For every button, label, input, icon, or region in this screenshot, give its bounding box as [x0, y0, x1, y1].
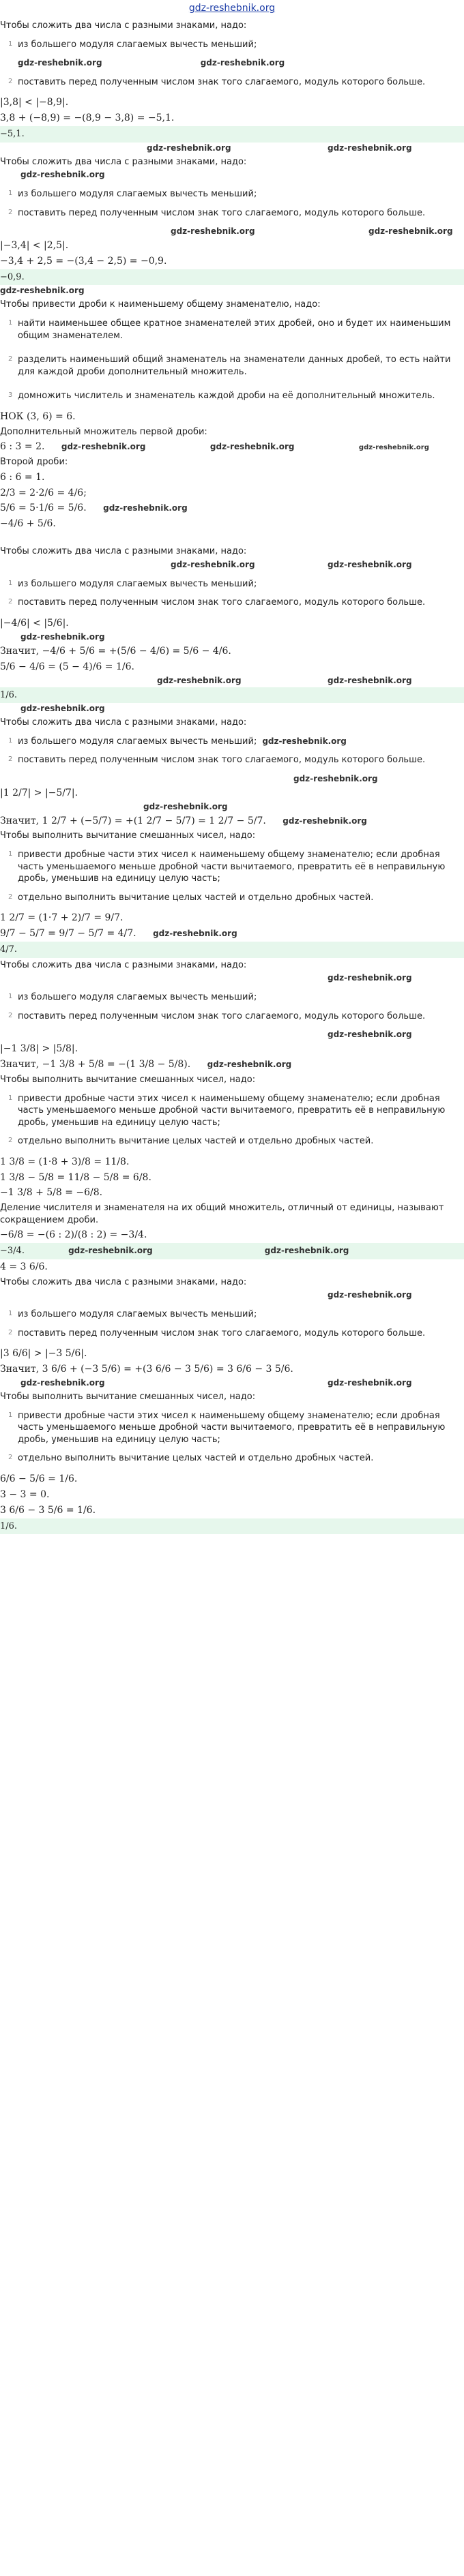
calc-line: Значит, −4/6 + 5/6 = +(5/6 − 4/6) = 5/6 − 4/6.	[0, 645, 231, 657]
watermark: gdz-reshebnik.org	[147, 143, 231, 153]
watermark: gdz-reshebnik.org	[20, 1378, 105, 1388]
rule-title: Чтобы сложить два числа с разными знаками, надо:	[0, 1276, 247, 1287]
rule-title: Чтобы выполнить вычитание смешанных чисел, надо:	[0, 830, 256, 841]
watermark: gdz-reshebnik.org	[282, 815, 367, 826]
watermark-row	[0, 1377, 464, 1390]
rule-list	[0, 736, 464, 766]
answer: 1/6.	[0, 1518, 464, 1535]
rule-list	[0, 991, 464, 1022]
rule-step: 1 из большего модуля слагаемых вычесть меньший;	[8, 992, 257, 1003]
rule-title: Чтобы сложить два числа с разными знаками, надо:	[0, 959, 247, 970]
conversion-line: 2/3 = 2·2/6 = 4/6;	[0, 487, 87, 498]
watermark-row	[0, 169, 464, 181]
rule-list	[0, 1410, 464, 1465]
rule-title: Чтобы сложить два числа с разными знаками, надо:	[0, 20, 247, 31]
watermark: gdz-reshebnik.org	[0, 286, 85, 296]
reduce-line: −6/8 = −(6 : 2)/(8 : 2) = −3/4.	[0, 1229, 147, 1241]
watermark-row	[0, 559, 464, 571]
answer: −5,1.	[0, 126, 464, 143]
watermark: gdz-reshebnik.org	[262, 736, 347, 746]
site-link[interactable]: gdz-reshebnik.org	[188, 3, 276, 14]
rule-step: 2 поставить перед полученным числом знак того слагаемого, модуль которого больше.	[8, 1010, 426, 1021]
rule-list	[0, 849, 464, 903]
watermark-row	[0, 532, 464, 544]
rule-list	[0, 578, 464, 609]
watermark: gdz-reshebnik.org	[264, 1246, 349, 1256]
watermark-row	[0, 1289, 464, 1302]
factor-line: 6 : 6 = 1.	[0, 471, 45, 483]
watermark: gdz-reshebnik.org	[61, 442, 146, 452]
calc-line: −3,4 + 2,5 = −(3,4 − 2,5) = −0,9.	[0, 256, 167, 267]
watermark-row	[0, 143, 464, 155]
watermark: gdz-reshebnik.org	[103, 503, 188, 513]
watermark: gdz-reshebnik.org	[157, 675, 242, 685]
watermark: gdz-reshebnik.org	[358, 444, 429, 452]
compare-line: |−3,4| < |2,5|.	[0, 240, 69, 252]
watermark: gdz-reshebnik.org	[328, 143, 412, 153]
rule-step: 2 поставить перед полученным числом знак того слагаемого, модуль которого больше.	[8, 755, 426, 766]
rule-step: 1 из большего модуля слагаемых вычесть меньший;	[8, 189, 257, 200]
calc-line: Значит, −1 3/8 + 5/8 = −(1 3/8 − 5/8). gdz-reshebnik.org	[0, 1059, 292, 1070]
watermark: gdz-reshebnik.org	[20, 170, 105, 180]
calc-line: 6/6 − 5/6 = 1/6.	[0, 1473, 78, 1484]
expression-line: −4/6 + 5/6.	[0, 518, 56, 530]
factor-label: Второй дроби:	[0, 457, 68, 468]
rule-step: 1 из большего модуля слагаемых вычесть меньший;	[8, 1309, 257, 1320]
rule-step: 2 отдельно выполнить вычитание целых частей и отдельно дробных частей.	[8, 1453, 374, 1464]
calc-line: 1 3/8 − 5/8 = 11/8 − 5/8 = 6/8.	[0, 1171, 151, 1183]
lcm-line: НОК (3, 6) = 6.	[0, 410, 76, 422]
rule-list	[0, 39, 464, 89]
watermark: gdz-reshebnik.org	[200, 58, 285, 68]
watermark: gdz-reshebnik.org	[328, 973, 412, 983]
reduce-text: Деление числителя и знаменателя на их общий множитель, отличный от единицы, называют сокращением дроби.	[0, 1203, 444, 1225]
rule-step: 2 разделить наименьший общий знаменатель на знаменатели данных дробей, то есть найти для каждой дроби дополнительный множитель.	[8, 355, 451, 377]
watermark: gdz-reshebnik.org	[143, 801, 228, 811]
rule-step: 1 из большего модуля слагаемых вычесть меньший;	[8, 39, 257, 50]
watermark: gdz-reshebnik.org	[18, 58, 102, 68]
watermark-row	[0, 773, 464, 785]
rule-step: 2 отдельно выполнить вычитание целых частей и отдельно дробных частей.	[8, 1136, 374, 1147]
rule-step: 3 домножить числитель и знаменатель каждой дроби на её дополнительный множитель.	[8, 391, 435, 402]
example-2	[0, 143, 464, 286]
watermark-row	[0, 285, 464, 297]
watermark: gdz-reshebnik.org	[328, 1030, 412, 1040]
rule-step: 2 поставить перед полученным числом знак того слагаемого, модуль которого больше.	[8, 76, 426, 87]
rule-title: Чтобы выполнить вычитание смешанных чисел, надо:	[0, 1074, 256, 1085]
rule-title: Чтобы сложить два числа с разными знаками, надо:	[0, 717, 247, 728]
calc-line: 9/7 − 5/7 = 9/7 − 5/7 = 4/7. gdz-reshebnik.org	[0, 928, 237, 940]
watermark: gdz-reshebnik.org	[171, 559, 255, 569]
watermark: gdz-reshebnik.org	[68, 1246, 153, 1256]
answer: 4/7.	[0, 942, 464, 958]
watermark-row	[0, 675, 464, 687]
calc-line: 3,8 + (−8,9) = −(8,9 − 3,8) = −5,1.	[0, 113, 175, 124]
watermark-row	[0, 226, 464, 238]
example-6	[0, 1259, 464, 1534]
watermark: gdz-reshebnik.org	[328, 1290, 412, 1300]
watermark: gdz-reshebnik.org	[20, 631, 105, 642]
answer: −3/4. gdz-reshebnik.org gdz-reshebnik.org	[0, 1243, 464, 1259]
watermark-row	[0, 631, 464, 644]
answer: −0,9.	[0, 269, 464, 286]
example-5	[0, 959, 464, 1259]
calc-line: Значит, 1 2/7 + (−5/7) = +(1 2/7 − 5/7) = 1 2/7 − 5/7. gdz-reshebnik.org	[0, 815, 367, 826]
watermark: gdz-reshebnik.org	[293, 773, 378, 783]
watermark-row	[0, 1029, 464, 1041]
watermark: gdz-reshebnik.org	[171, 226, 255, 237]
calc-line: 5/6 − 4/6 = (5 − 4)/6 = 1/6.	[0, 661, 134, 672]
rule-list	[0, 1093, 464, 1148]
compare-line: |3 6/6| > |−3 5/6|.	[0, 1348, 87, 1360]
calc-line: −1 3/8 + 5/8 = −6/8.	[0, 1187, 103, 1199]
compare-line: |−1 3/8| > |5/8|.	[0, 1043, 78, 1055]
watermark: gdz-reshebnik.org	[209, 442, 295, 452]
rule-step: 1 найти наименьшее общее кратное знаменателей этих дробей, оно и будет их наименьшим общим знаменателем.	[8, 318, 451, 341]
site-header	[0, 0, 464, 16]
compare-line: |1 2/7| > |−5/7|.	[0, 787, 78, 798]
rule-title: Чтобы выполнить вычитание смешанных чисел, надо:	[0, 1392, 256, 1403]
watermark: gdz-reshebnik.org	[328, 559, 412, 569]
watermark: gdz-reshebnik.org	[328, 675, 412, 685]
rule-step: 1 привести дробные части этих чисел к наименьшему общему знаменателю; если дробная часть уменьшаемого меньше дробной части вычитаемого, превратить её в неправильную дробь, уменьшив на единицу целую часть;	[8, 1093, 446, 1128]
calc-line: Значит, 3 6/6 + (−3 5/6) = +(3 6/6 − 3 5/6) = 3 6/6 − 3 5/6.	[0, 1364, 293, 1375]
rule-title: Чтобы сложить два числа с разными знаками, надо:	[0, 156, 247, 167]
watermark-row	[8, 57, 464, 70]
factor-label: Дополнительный множитель первой дроби:	[0, 426, 207, 437]
watermark-row	[0, 972, 464, 985]
rule-step: 1 из большего модуля слагаемых вычесть меньший;	[8, 578, 257, 589]
compare-line: |3,8| < |−8,9|.	[0, 97, 69, 108]
rule-title: Чтобы привести дроби к наименьшему общему знаменателю, надо:	[0, 299, 321, 310]
rule-list	[0, 188, 464, 219]
calc-line: 1 2/7 = (1·7 + 2)/7 = 9/7.	[0, 912, 124, 924]
calc-line: 3 6/6 − 3 5/6 = 1/6.	[0, 1504, 96, 1516]
factor-line: 6 : 3 = 2. gdz-reshebnik.org gdz-reshebnik.org gdz-reshebnik.org	[0, 441, 429, 453]
watermark: gdz-reshebnik.org	[20, 704, 105, 714]
example-4	[0, 703, 464, 957]
calc-line: 3 − 3 = 0.	[0, 1488, 50, 1500]
rule-step: 2 поставить перед полученным числом знак того слагаемого, модуль которого больше.	[8, 207, 426, 218]
watermark: gdz-reshebnik.org	[207, 1060, 292, 1070]
compare-line: |−4/6| < |5/6|.	[0, 617, 69, 629]
rule-step: 1 из большего модуля слагаемых вычесть меньший; gdz-reshebnik.org	[8, 736, 347, 747]
rule-title: Чтобы сложить два числа с разными знаками, надо:	[0, 546, 247, 557]
watermark: gdz-reshebnik.org	[368, 226, 453, 237]
conversion-line: 5/6 = 5·1/6 = 5/6. gdz-reshebnik.org	[0, 503, 188, 514]
watermark-row	[0, 801, 464, 813]
watermark-row	[0, 703, 464, 715]
calc-line: 1 3/8 = (1·8 + 3)/8 = 11/8.	[0, 1156, 130, 1167]
example-3	[0, 285, 464, 703]
rule-list	[0, 318, 464, 402]
watermark: gdz-reshebnik.org	[153, 929, 237, 939]
example-1	[0, 20, 464, 143]
rule-list	[0, 1308, 464, 1339]
start-line: 4 = 3 6/6.	[0, 1261, 48, 1272]
rule-step: 2 поставить перед полученным числом знак того слагаемого, модуль которого больше.	[8, 1328, 426, 1338]
answer: 1/6.	[0, 687, 464, 704]
rule-step: 1 привести дробные части этих чисел к наименьшему общему знаменателю; если дробная часть уменьшаемого меньше дробной части вычитаемого, превратить её в неправильную дробь, уменьшив на единицу целую часть;	[8, 1410, 446, 1445]
rule-step: 2 отдельно выполнить вычитание целых частей и отдельно дробных частей.	[8, 892, 374, 903]
rule-step: 2 поставить перед полученным числом знак того слагаемого, модуль которого больше.	[8, 597, 426, 608]
rule-step: 1 привести дробные части этих чисел к наименьшему общему знаменателю; если дробная часть уменьшаемого меньше дробной части вычитаемого, превратить её в неправильную дробь, уменьшив на единицу целую часть;	[8, 850, 446, 884]
watermark: gdz-reshebnik.org	[328, 1378, 412, 1388]
